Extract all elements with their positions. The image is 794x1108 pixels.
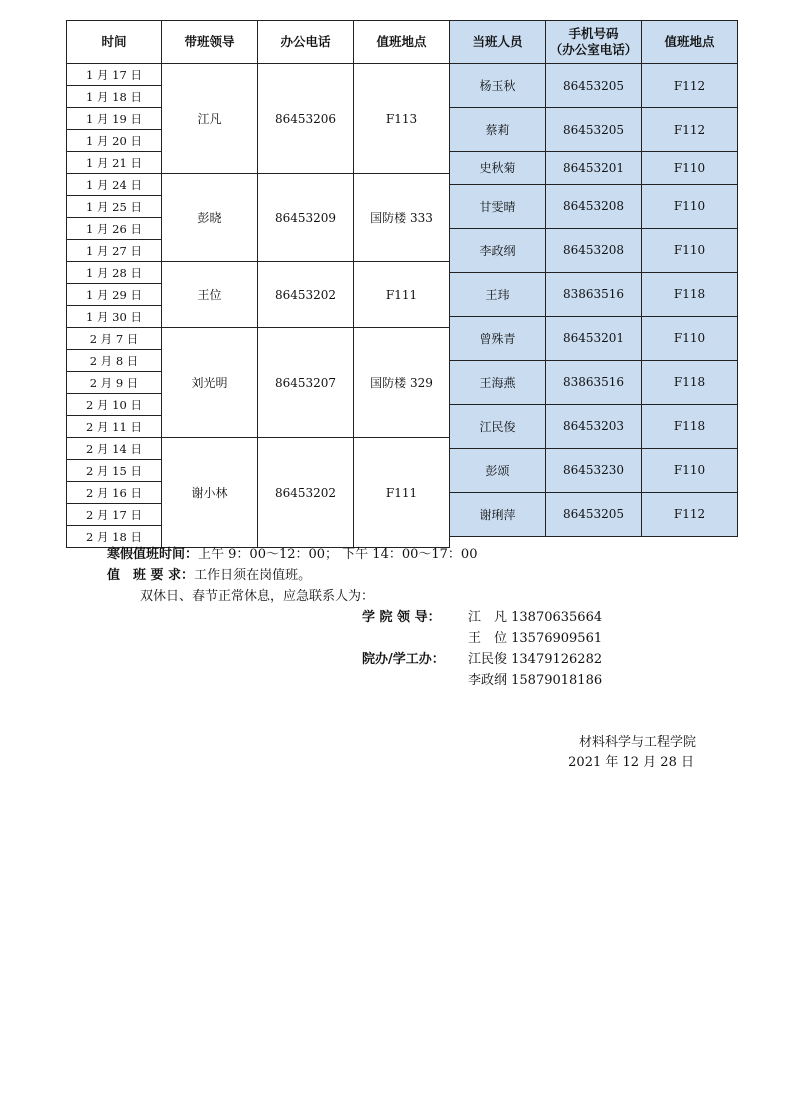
staff-phone-cell: 86453205 [546, 64, 642, 108]
date-cell: 1 月 17 日 [67, 64, 162, 86]
date-cell: 1 月 24 日 [67, 174, 162, 196]
table-body [67, 64, 738, 548]
date-cell: 1 月 27 日 [67, 240, 162, 262]
college-leader-contact-1: 江 凡 13870635664 [468, 610, 603, 625]
header-mobile [546, 21, 642, 64]
leader-place-cell: F113 [354, 64, 450, 174]
staff-name-cell: 王玮 [450, 272, 546, 316]
leader-place-cell: 国防楼 329 [354, 328, 450, 438]
staff-name-cell: 江民俊 [450, 404, 546, 448]
staff-place-cell: F110 [642, 448, 738, 492]
date-cell: 1 月 21 日 [67, 152, 162, 174]
date-cell: 1 月 20 日 [67, 130, 162, 152]
duty-requirement-line [107, 565, 311, 586]
table-row [67, 64, 738, 75]
leader-phone-cell: 86453207 [258, 328, 354, 438]
leader-place-cell: F111 [354, 438, 450, 548]
staff-name-cell: 谢琍萍 [450, 492, 546, 537]
date-cell: 2 月 11 日 [67, 416, 162, 438]
staff-name-cell: 彭颂 [450, 448, 546, 492]
date-cell: 2 月 14 日 [67, 438, 162, 460]
date-cell: 2 月 16 日 [67, 482, 162, 504]
leader-name-cell: 王位 [162, 262, 258, 328]
office-contact-2: 李政纲 15879018186 [468, 673, 603, 688]
header-staff: 当班人员 [450, 21, 546, 64]
date-cell: 1 月 28 日 [67, 262, 162, 284]
staff-place-cell: F110 [642, 184, 738, 228]
date-cell: 2 月 7 日 [67, 328, 162, 350]
staff-name-cell: 史秋菊 [450, 152, 546, 185]
staff-phone-cell: 86453203 [546, 404, 642, 448]
date-cell: 2 月 8 日 [67, 350, 162, 372]
duty-schedule-table [66, 20, 738, 548]
staff-place-cell: F110 [642, 316, 738, 360]
staff-place-cell: F110 [642, 152, 738, 185]
staff-place-cell: F110 [642, 228, 738, 272]
staff-phone-cell: 86453201 [546, 152, 642, 185]
office-contact-1: 江民俊 13479126282 [468, 652, 603, 667]
staff-name-cell: 杨玉秋 [450, 64, 546, 108]
leader-place-cell: F111 [354, 262, 450, 328]
staff-name-cell: 李政纲 [450, 228, 546, 272]
leader-phone-cell: 86453202 [258, 262, 354, 328]
college-leader-contact-2: 王 位 13576909561 [468, 631, 603, 646]
staff-name-cell: 蔡莉 [450, 108, 546, 152]
header-duty-place: 值班地点 [354, 21, 450, 64]
duty-time-value: 上午 9：00～12：00； 下午 14：00～17：00 [198, 547, 478, 562]
header-leader: 带班领导 [162, 21, 258, 64]
staff-place-cell: F118 [642, 272, 738, 316]
leader-name-cell: 刘光明 [162, 328, 258, 438]
footer-date: 2021 年 12 月 28 日 [568, 755, 694, 770]
staff-phone-cell: 86453208 [546, 184, 642, 228]
date-cell: 1 月 18 日 [67, 86, 162, 108]
leader-name-cell: 彭晓 [162, 174, 258, 262]
duty-requirement-label: 值 班 要 求： [107, 568, 195, 583]
holiday-line: 双休日、春节正常休息，应急联系人为： [140, 589, 375, 604]
leader-name-cell: 江凡 [162, 64, 258, 174]
header-staff-place: 值班地点 [642, 21, 738, 64]
date-cell: 2 月 10 日 [67, 394, 162, 416]
date-cell: 1 月 29 日 [67, 284, 162, 306]
date-cell: 1 月 19 日 [67, 108, 162, 130]
staff-place-cell: F118 [642, 404, 738, 448]
header-time: 时间 [67, 21, 162, 64]
staff-name-cell: 曾殊青 [450, 316, 546, 360]
staff-place-cell: F112 [642, 492, 738, 537]
duty-time-label: 寒假值班时间： [107, 547, 199, 562]
date-cell: 1 月 30 日 [67, 306, 162, 328]
office-label: 院办/学工办： [362, 652, 445, 667]
header-mobile-line1: 手机号码 [568, 26, 619, 41]
staff-name-cell: 王海燕 [450, 360, 546, 404]
staff-place-cell: F112 [642, 64, 738, 108]
date-cell: 2 月 15 日 [67, 460, 162, 482]
staff-place-cell: F112 [642, 108, 738, 152]
college-leader-label: 学 院 领 导： [362, 610, 441, 625]
date-cell: 1 月 26 日 [67, 218, 162, 240]
footer-org: 材料科学与工程学院 [578, 735, 696, 750]
staff-phone-cell: 86453201 [546, 316, 642, 360]
college-leader-line [362, 607, 441, 628]
header-office-phone: 办公电话 [258, 21, 354, 64]
duty-requirement-value: 工作日须在岗值班。 [194, 568, 312, 583]
staff-name-cell: 甘雯晴 [450, 184, 546, 228]
table-header-row [67, 21, 738, 64]
staff-phone-cell: 86453205 [546, 108, 642, 152]
staff-phone-cell: 83863516 [546, 272, 642, 316]
leader-place-cell: 国防楼 333 [354, 174, 450, 262]
leader-phone-cell: 86453209 [258, 174, 354, 262]
leader-phone-cell: 86453202 [258, 438, 354, 548]
date-cell: 1 月 25 日 [67, 196, 162, 218]
office-line [362, 649, 445, 670]
leader-name-cell: 谢小林 [162, 438, 258, 548]
date-cell: 2 月 9 日 [67, 372, 162, 394]
duty-time-line [107, 544, 477, 565]
staff-phone-cell: 83863516 [546, 360, 642, 404]
staff-phone-cell: 86453230 [546, 448, 642, 492]
staff-place-cell: F118 [642, 360, 738, 404]
staff-phone-cell: 86453205 [546, 492, 642, 537]
leader-phone-cell: 86453206 [258, 64, 354, 174]
staff-phone-cell: 86453208 [546, 228, 642, 272]
header-mobile-line2: （办公室电话） [549, 42, 638, 57]
date-cell: 2 月 17 日 [67, 504, 162, 526]
date-cell: 2 月 18 日 [67, 526, 162, 548]
